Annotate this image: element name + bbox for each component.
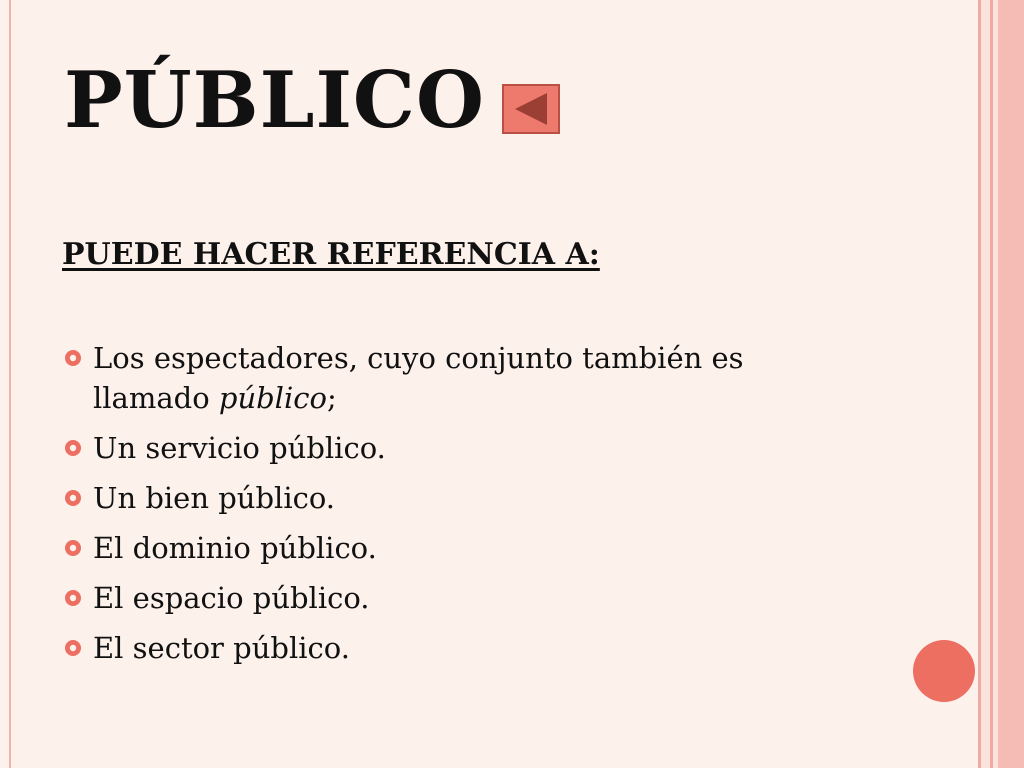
item-text: El dominio público. [93,531,377,565]
gear-bullet-icon [64,489,82,507]
list-item [64,628,804,668]
list-item [64,428,804,468]
list-item [64,578,804,618]
list-item [64,528,804,568]
gear-bullet-icon [64,639,82,657]
decorative-circle [913,640,975,702]
gear-bullet-icon [64,439,82,457]
back-button[interactable] [502,84,560,134]
gear-bullet-icon [64,539,82,557]
bullet-list [64,338,804,678]
item-text: Un servicio público. [93,431,386,465]
item-text: Los espectadores, cuyo conjunto también es llamado [93,341,744,415]
gear-bullet-icon [64,349,82,367]
slide-title: PÚBLICO [64,55,485,146]
right-decorative-stripes [978,0,1024,768]
list-item [64,478,804,518]
left-border-line [9,0,11,768]
item-emphasis: público [218,381,327,415]
triangle-left-icon [511,91,551,127]
gear-bullet-icon [64,589,82,607]
item-text: El espacio público. [93,581,370,615]
slide-subtitle: PUEDE HACER REFERENCIA A: [62,237,600,272]
list-item [64,338,804,418]
item-text-suffix: ; [326,381,337,415]
item-text: Un bien público. [93,481,335,515]
item-text: El sector público. [93,631,350,665]
